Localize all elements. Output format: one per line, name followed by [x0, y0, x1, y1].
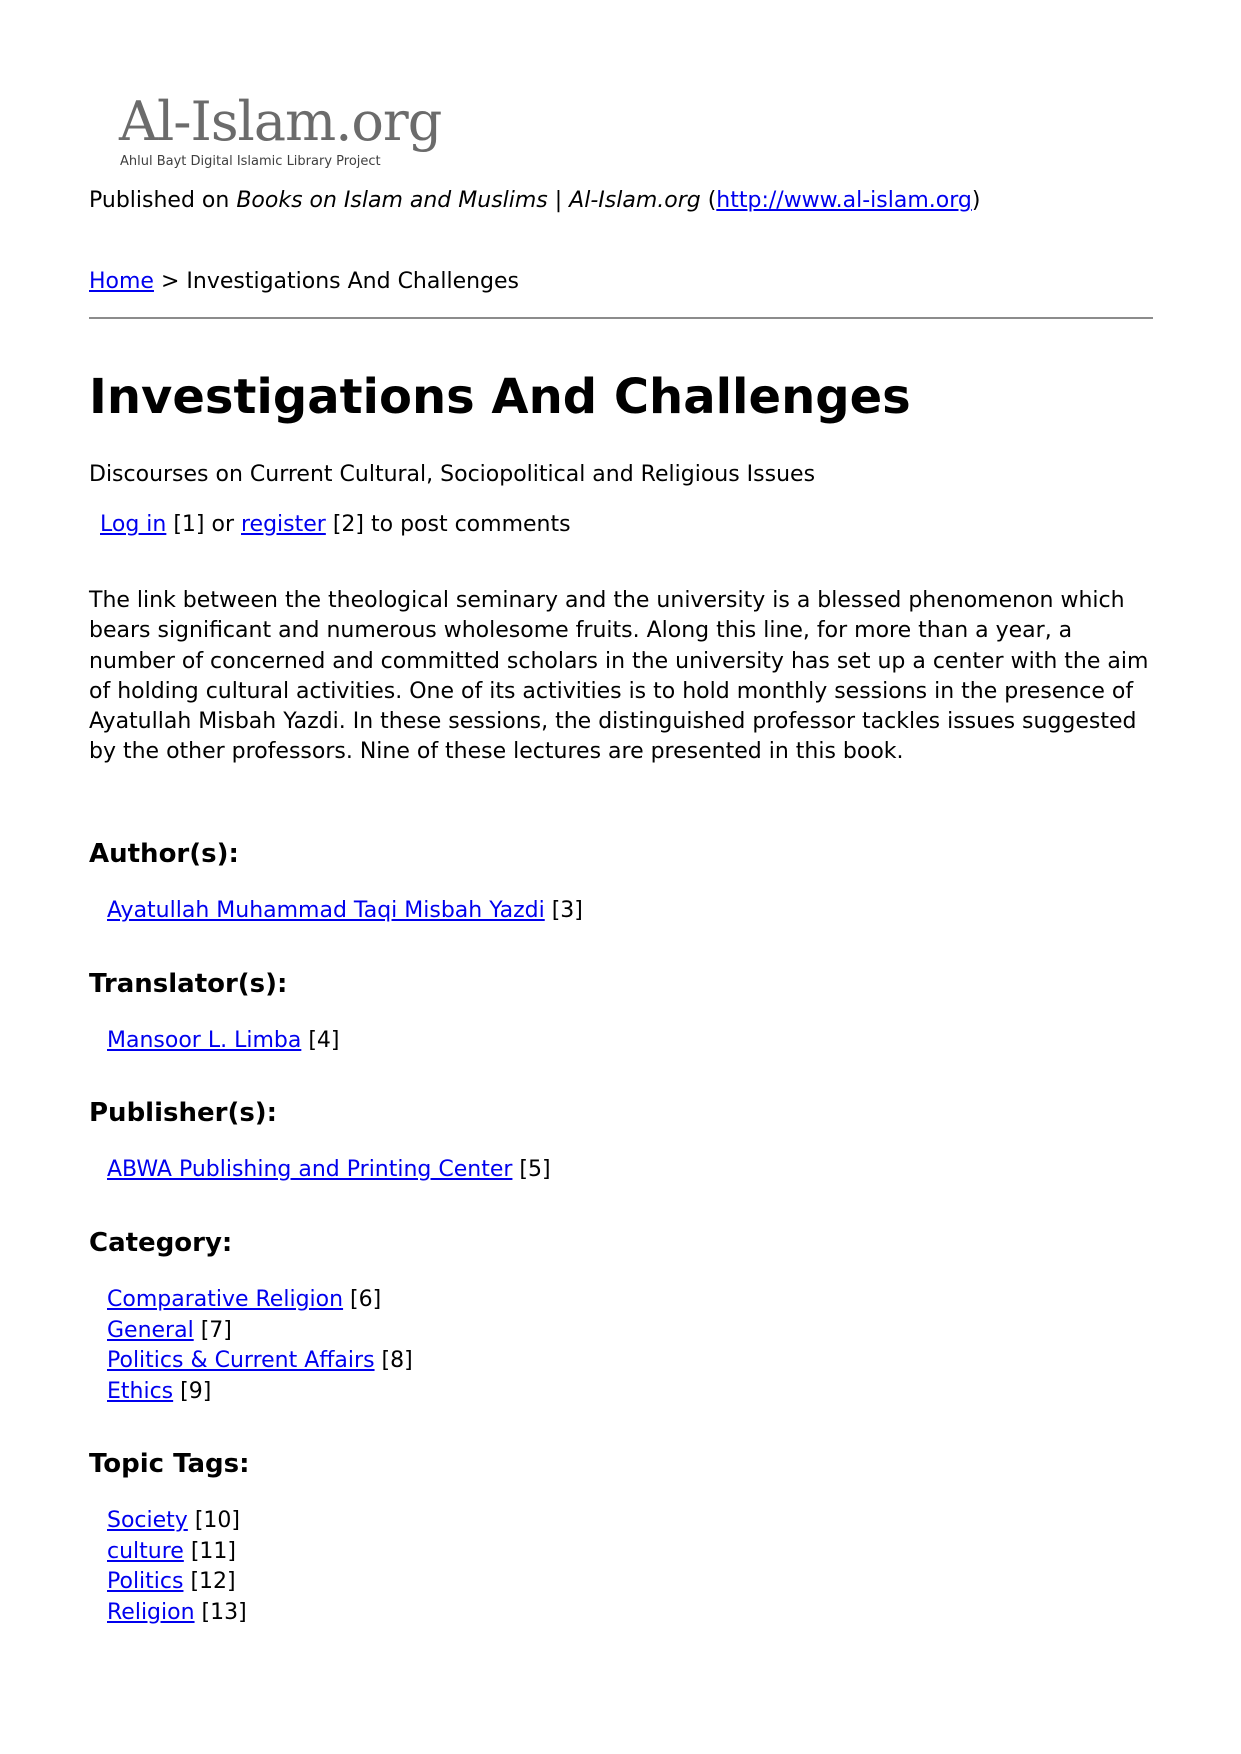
list-item	[107, 1026, 339, 1057]
tag-ref: [11]	[183, 1538, 236, 1564]
published-close: )	[971, 188, 981, 213]
logo-wordmark: Al-Islam.org	[119, 90, 442, 153]
list-item	[107, 1285, 413, 1316]
publishers-list	[107, 1155, 551, 1186]
authors-list	[107, 896, 583, 927]
page-subtitle: Discourses on Current Cultural, Sociopolitical and Religious Issues	[89, 462, 816, 487]
page-title: Investigations And Challenges	[89, 369, 911, 425]
tag-ref: [10]	[187, 1508, 240, 1533]
publisher-link[interactable]: ABWA Publishing and Printing Center	[107, 1157, 513, 1182]
list-item	[107, 896, 583, 927]
category-link[interactable]: Politics & Current Affairs	[107, 1348, 375, 1373]
translator-link[interactable]: Mansoor L. Limba	[107, 1028, 302, 1053]
comment-login-line	[100, 511, 571, 539]
tag-ref: [12]	[183, 1569, 236, 1594]
category-link[interactable]: Comparative Religion	[107, 1287, 344, 1312]
intro-paragraph: The link between the theological seminary and the university is a blessed phenomenon which bears significant and numerous wholesome fruits. Along this line, for more than a year, a number of concerned and committed scholars in the university has set up a center with the aim of holding cultural activities. One of its activities is to hold monthly sessions in the presence of Ayatullah Misbah Yazdi. In these sessions, the distinguished professor tackles issues suggested by the other professors. Nine of these lectures are presented in this book.	[89, 588, 1149, 765]
author-ref: [3]	[544, 898, 583, 923]
category-ref: [7]	[193, 1317, 232, 1343]
category-link[interactable]: Ethics	[107, 1378, 174, 1404]
tag-link[interactable]: Religion	[107, 1599, 195, 1625]
published-prefix: Published on	[89, 188, 237, 213]
authors-heading: Author(s):	[89, 839, 239, 869]
register-link[interactable]: register	[241, 512, 326, 537]
breadcrumb	[89, 268, 519, 296]
register-ref: [2] to post comments	[325, 512, 571, 537]
site-url-link[interactable]: http://www.al-islam.org	[716, 188, 972, 213]
publisher-ref: [5]	[512, 1157, 551, 1182]
logo-tagline: Ahlul Bayt Digital Islamic Library Project	[120, 154, 381, 169]
tag-link[interactable]: culture	[107, 1538, 184, 1564]
list-item	[107, 1537, 247, 1568]
tag-ref: [13]	[194, 1599, 247, 1625]
translator-ref: [4]	[301, 1028, 340, 1053]
login-link[interactable]: Log in	[100, 512, 167, 537]
published-site: Books on Islam and Muslims | Al-Islam.org	[236, 188, 701, 213]
list-item	[107, 1506, 247, 1537]
list-item	[107, 1598, 247, 1629]
list-item	[107, 1377, 413, 1408]
breadcrumb-separator: >	[153, 269, 187, 294]
list-item	[107, 1346, 413, 1377]
breadcrumb-home-link[interactable]: Home	[89, 269, 154, 294]
tags-list	[107, 1506, 247, 1628]
list-item	[107, 1567, 247, 1598]
author-link[interactable]: Ayatullah Muhammad Taqi Misbah Yazdi	[107, 898, 545, 923]
tag-link[interactable]: Society	[107, 1508, 188, 1533]
category-heading: Category:	[89, 1228, 233, 1258]
category-ref: [6]	[343, 1287, 382, 1312]
breadcrumb-current: Investigations And Challenges	[186, 269, 520, 294]
divider	[89, 317, 1153, 319]
site-logo[interactable]	[119, 92, 459, 178]
category-ref: [8]	[374, 1348, 413, 1373]
category-ref: [9]	[173, 1378, 212, 1404]
list-item	[107, 1155, 551, 1186]
translators-heading: Translator(s):	[89, 969, 288, 999]
published-line	[89, 187, 980, 215]
category-list	[107, 1285, 413, 1407]
translators-list	[107, 1026, 339, 1057]
published-open: (	[700, 188, 717, 213]
category-link[interactable]: General	[107, 1317, 194, 1343]
list-item	[107, 1316, 413, 1347]
tag-link[interactable]: Politics	[107, 1569, 184, 1594]
tags-heading: Topic Tags:	[89, 1449, 250, 1479]
publishers-heading: Publisher(s):	[89, 1098, 278, 1128]
login-ref: [1] or	[166, 512, 241, 537]
